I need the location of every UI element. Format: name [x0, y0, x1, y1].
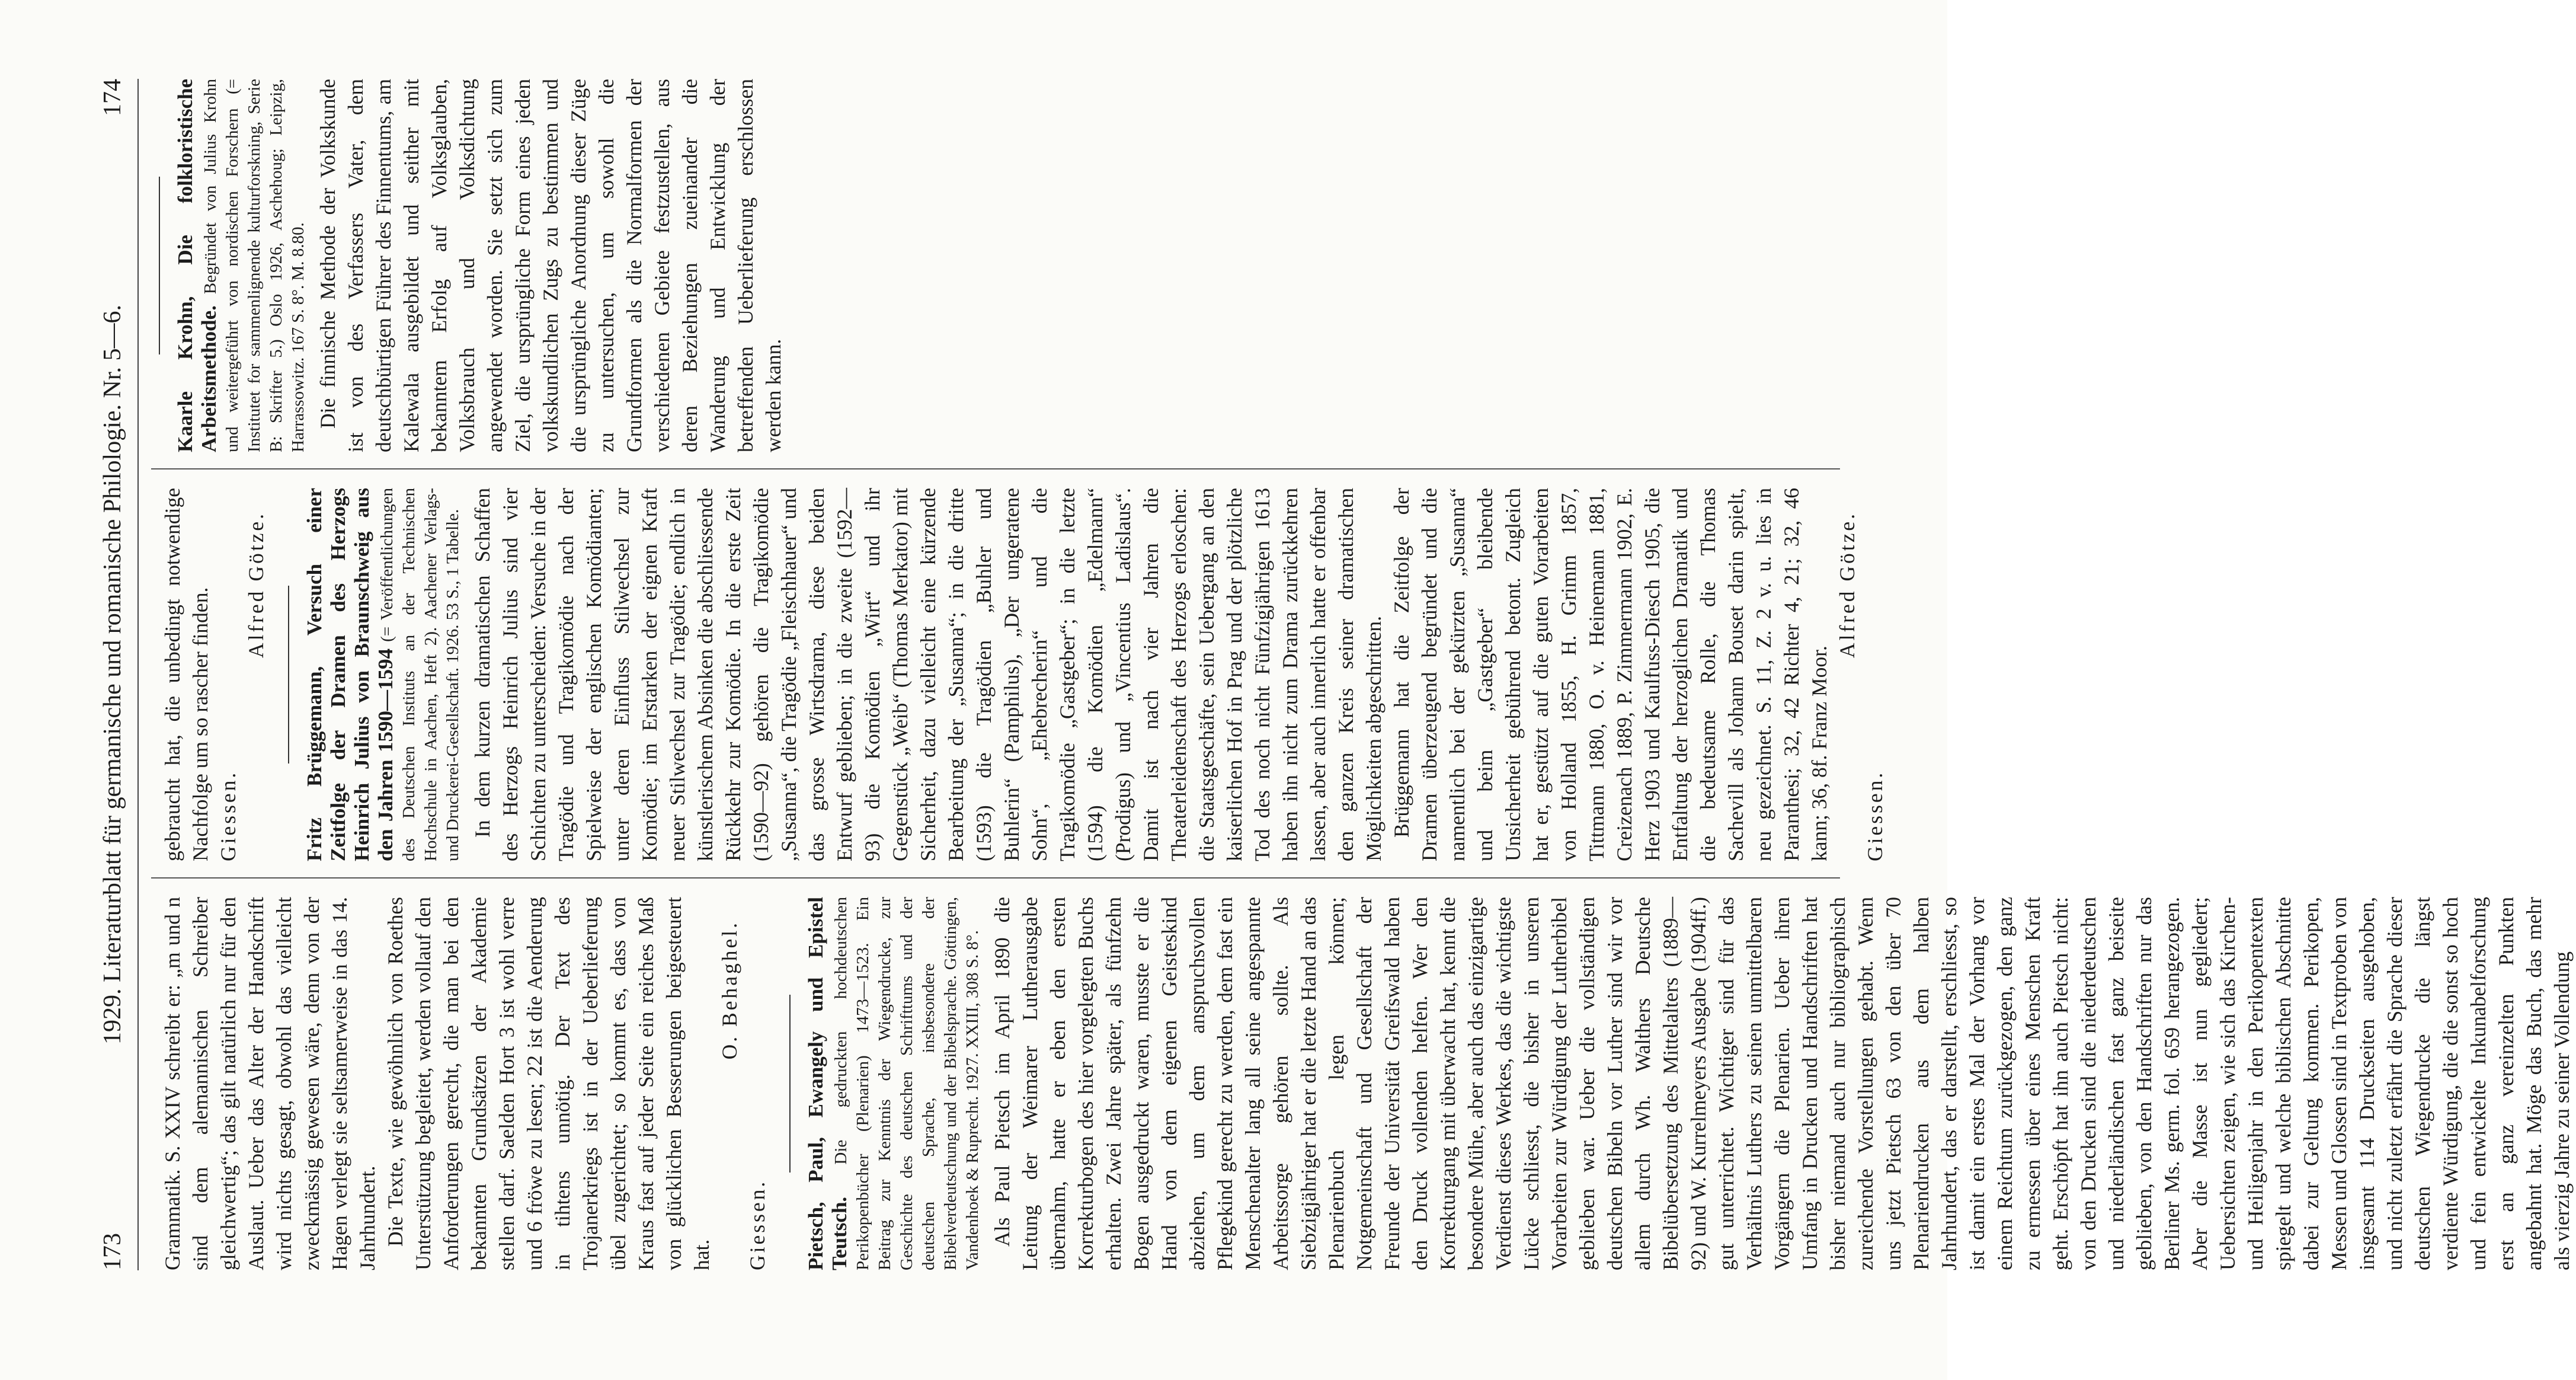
- column-left: [159, 897, 2576, 1270]
- entry-heading: [303, 488, 464, 861]
- paragraph: In dem kurzen dramatischen Schaffen des Herzogs Heinrich Julius sind vier Schichten zu unterscheiden: Versuche in der Tragödie und Tragikomödie nach der Spielweise der englischen Komödianten; unter deren Einfluss Stilwechsel zur Komödie; im Erstarken der eignen Kraft neuer Stilwechsel zur Tragödie; endlich in künstlerischem Absinken die abschliessende Rückkehr zur Komödie. In die erste Zeit (1590—92) gehören die Tragikomödie „Susanna“, die Tragödie „Fleischhauer“ und das grosse Wirtsdrama, diese beiden Entwurf geblieben; in die zweite (1592—93) die Komödien „Wirt“ und ihr Gegenstück „Weib“ (Thomas Merkator) mit Sicherheit, dazu vielleicht eine kürzende Bearbeitung der „Susanna“; in die dritte (1593) die Tragödien „Buhler und Buhlerin“ (Pamphilus), „Der ungeratene Sohn“, „Ehebrecherin“ und die Tragikomödie „Gastgeber“; in die letzte (1594) die Komödien „Edelmann“ (Prodigus) und „Vincentius Ladislaus“. Damit ist nach vier Jahren die Theaterleidenschaft des Herzogs erloschen: die Staatsgeschäfte, sein Uebergang an den kaiserlichen Hof in Prag und der plötzliche Tod des noch nicht Fünfzigjährigen 1613 haben ihn nicht zum Drama zurückkehren lassen, aber auch innerlich hatte er offenbar den ganzen Kreis seiner dramatischen Möglichkeiten abgeschritten.: [471, 488, 1385, 861]
- running-title: 1929. Literaturblatt für germanische und romanische Philologie. Nr. 5—6.: [99, 304, 126, 1045]
- entry-separator: [159, 177, 160, 354]
- review-place: Giessen.: [1863, 770, 1887, 861]
- header-rule: [137, 79, 139, 1270]
- review-signature: Alfred Götze.: [1835, 512, 1859, 659]
- column-right: [159, 79, 788, 452]
- paragraph: gebraucht hat, die unbedingt notwendige Nachfolge um so rascher finden.: [161, 488, 212, 861]
- entry-bibliography: Begründet von Julius Krohn und weitergeführt von nordischen Forschern (= Institutet for sammenlignende kulturforskning, Serie B: Skrifter 5.) Oslo 1926, Aschehoug; Leipzig, Harrassowitz. 167 S. 8°. M. 8.80.: [201, 79, 308, 452]
- review-place: Giessen.: [745, 1179, 769, 1270]
- paragraph: Brüggemann hat die Zeitfolge der Dramen überzeugend begründet und die namentlich bei der gekürzten „Susanna“ und beim „Gastgeber“ bleibende Unsicherheit gebührend betont. Zugleich hat er, gestützt auf die guten Vorarbeiten von Holland 1855, H. Grimm 1857, Tittmann 1880, O. v. Heinemann 1881, Creizenach 1889, P. Zimmermann 1902, E. Herz 1903 und Kaulfuss-Diesch 1905, die Entfaltung der herzoglichen Dramatik und die bedeutsame Rolle, die Thomas Sachevill als Johann Bouset darin spielt, neu gezeichnet. S. 11, Z. 2 v. u. lies in Paranthesi; 32, 42 Richter 4, 21; 32, 46 kann; 36, 8f. Franz Moor.: [1390, 488, 1831, 861]
- entry-heading: [805, 897, 984, 1270]
- review-signature: Alfred Götze.: [244, 512, 268, 659]
- entry-bibliography: Die gedruckten hochdeutschen Perikopenbücher (Plenarien) 1473—1523. Ein Beitrag zur Kenntnis der Wiegendrucke, zur Geschichte des deutschen Schrifttums und der deutschen Sprache, insbesondere der Bibelverdeutschung und der Bibelsprache. Göttingen, Vandenhoek & Ruprecht. 1927. XXIII, 308 S. 8°.: [831, 897, 982, 1270]
- page-header: [98, 79, 127, 1270]
- paragraph: Als Paul Pietsch im April 1890 die Leitung der Weimarer Lutherausgabe übernahm, hatte er eben den ersten Korrekturbogen des hier vorgelegten Buchs erhalten. Zwei Jahre später, als fünfzehn Bogen ausgedruckt waren, musste er die Hand von dem eigenen Geisteskind abziehen, um dem anspruchsvollen Pflegekind gerecht zu werden, dem fast ein Menschenalter lang all seine angespannte Arbeitssorge gehören sollte. Als Siebzigjähriger hat er die letzte Hand an das Plenarienbuch legen können; Notgemeinschaft und Gesellschaft der Freunde der Universität Greifswald haben den Druck vollenden helfen. Wer den Korrekturgang mit überwacht hat, kennt die besondere Mühe, aber auch das einzigartige Verdienst dieses Werkes, das die wichtigste Lücke schliesst, die bisher in unseren Vorarbeiten zur Würdigung der Lutherbibel geblieben war. Ueber die vollständigen deutschen Bibeln vor Luther sind wir vor allem durch Wh. Walthers Deutsche Bibelübersetzung des Mittelalters (1889—92) und W. Kurrelmeyers Ausgabe (1904ff.) gut unterrichtet. Wichtiger sind für das Verhältnis Luthers zu seinen unmittelbaren Vorgängern die Plenarien. Ueber ihren Umfang in Drucken und Handschriften hat bisher niemand auch nur bibliographisch zureichende Vorstellungen gehabt. Wenn uns jetzt Pietsch 63 von den über 70 Plenariendrucken aus dem halben Jahrhundert, das er darstellt, erschliesst, so ist damit ein erstes Mal der Vorhang vor einem Reichtum zurückgezogen, den ganz zu ermessen über eines Menschen Kraft geht. Erschöpft hat ihn auch Pietsch nicht: von den Drucken sind die niederdeutschen und niederländischen fast ganz beiseite geblieben, von den Handschriften nur das Berliner Ms. germ. fol. 659 herangezogen. Aber die Masse ist nun gegliedert; Uebersichten zeigen, wie sich das Kirchen- und Heiligenjahr in den Perikopentexten spiegelt und welche biblischen Abschnitte dabei zur Geltung kommen. Perikopen, Messen und Glossen sind in Textproben von insgesamt 114 Druckseiten ausgehoben, und nicht zuletzt erfährt die Sprache dieser deutschen Wiegendrucke die längst verdiente Würdigung, die die sonst so hoch und fein entwickelte Inkunabelforschung erst an ganz vereinzelten Punkten angebahnt hat. Möge das Buch, das mehr als vierzig Jahre zu seiner Vollendung: [990, 897, 2574, 1270]
- column-middle: [159, 488, 1889, 861]
- review-place: Giessen.: [216, 770, 240, 861]
- column-rule-2: [151, 468, 1840, 469]
- page-number-left: 173: [99, 1233, 126, 1270]
- entry-author-title: Kaarle Krohn, Die folkloristische Arbeitsmethode.: [174, 79, 220, 452]
- entry-heading: [174, 79, 309, 452]
- entry-author-title: Fritz Brüggemann, Versuch einer Zeitfolge der Dramen des Herzogs Heinrich Julius von Braunschweig aus den Jahren 1590—1594: [303, 488, 397, 861]
- entry-author-title: Pietsch, Paul, Ewangely und Epistel Teutsch.: [804, 897, 851, 1270]
- entry-separator: [288, 586, 289, 764]
- page-number-right: 174: [99, 79, 126, 117]
- review-signature: O. Behaghel.: [718, 921, 741, 1060]
- entry-bibliography: (= Veröffentlichungen des Deutschen Instituts an der Technischen Hochschule in Aachen, Heft 2). Aachener Verlags- und Druckerei-Gesellschaft. 1926. 53 S., 1 Tabelle.: [377, 488, 462, 861]
- paragraph: Grammatik. S. XXIV schreibt er: „m und n sind dem alemannischen Schreiber gleichwertig“; das gilt natürlich nur für den Auslaut. Ueber das Alter der Handschrift wird nichts gesagt, obwohl das vielleicht zweckmässig gewesen wäre, denn von der Hagen verlegt sie seltsamerweise in das 14. Jahrhundert.: [161, 897, 379, 1270]
- entry-separator: [789, 995, 791, 1173]
- column-rule-1: [151, 877, 1840, 879]
- paragraph: Die finnische Methode der Volkskunde ist von des Verfassers Vater, dem deutschbürtigen Führer des Finnentums, am Kalewala ausgebildet und seither mit bekanntem Erfolg auf Volksglauben, Volksbrauch und Volksdichtung angewendet worden. Sie setzt sich zum Ziel, die ursprüngliche Form eines jeden volkskundlichen Zugs zu bestimmen und die ursprüngliche Anordnung dieser Züge zu untersuchen, um sowohl die Grundformen als die Normalformen der verschiedenen Gebiete festzustellen, aus deren Beziehungen zueinander die Wanderung und Entwicklung der betreffenden Ueberlieferung erschlossen werden kann.: [316, 79, 785, 452]
- paragraph: Die Texte, wie gewöhnlich von Roethes Unterstützung begleitet, werden vollauf den Anforderungen gerecht, die man bei den bekannten Grundsätzen der Akademie stellen darf. Saelden Hort 3 ist wohl verre und 6 fröwe zu lesen; 22 ist die Aenderung in tihtens unnötig. Der Text des Trojanerkriegs ist in der Ueberlieferung übel zugerichtet; so kommt es, dass von Kraus fast auf jeder Seite ein reiches Maß von glücklichen Besserungen beigesteuert hat.: [383, 897, 713, 1270]
